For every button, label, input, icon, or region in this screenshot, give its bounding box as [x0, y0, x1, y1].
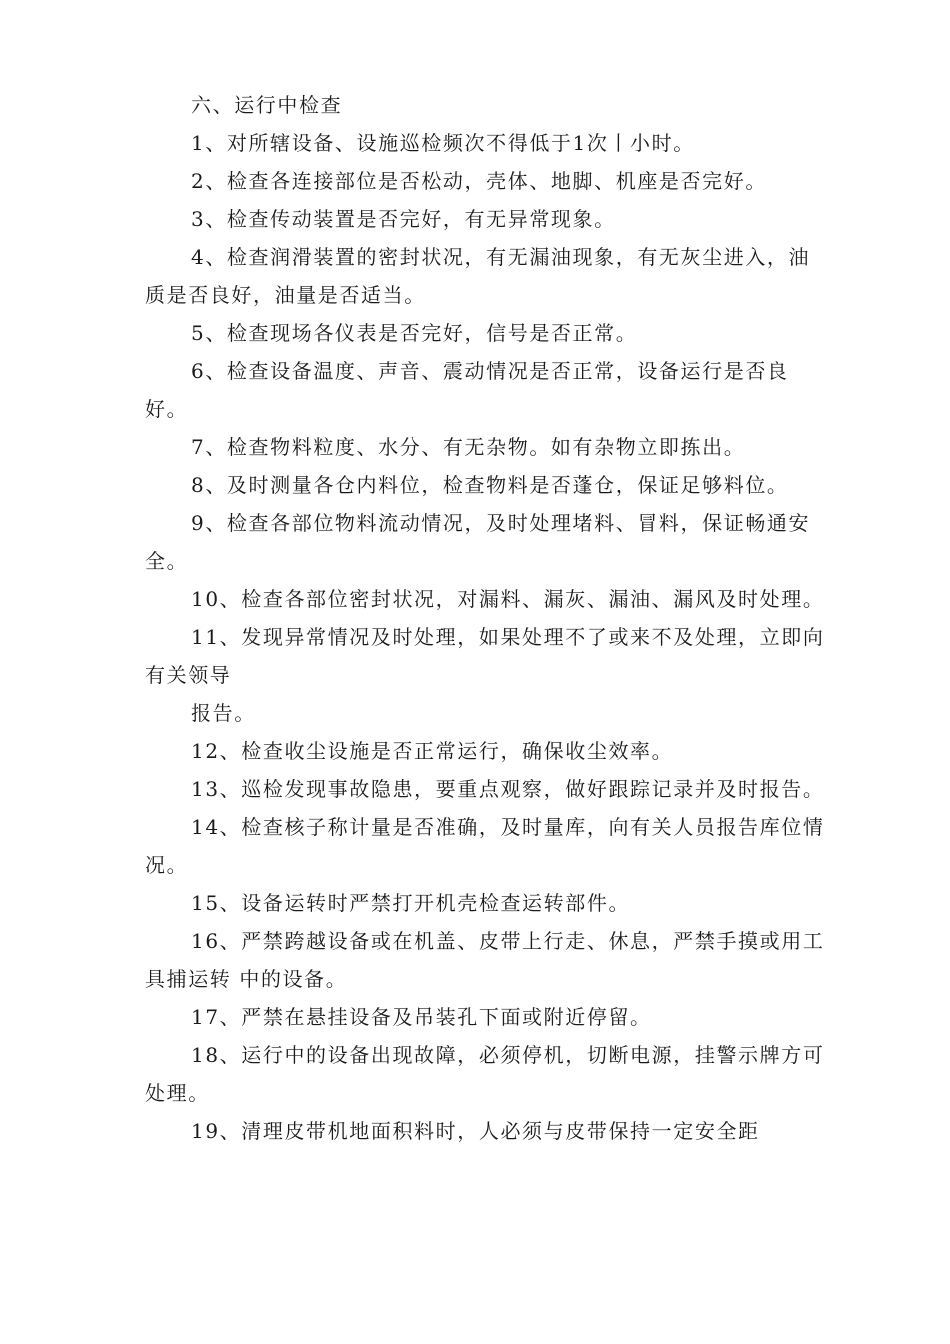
list-item-17: 17、严禁在悬挂设备及吊装孔下面或附近停留。 [191, 1005, 652, 1029]
list-item-1: 1、对所辖设备、设施巡检频次不得低于1次丨小时。 [191, 131, 695, 155]
list-item-19: 19、清理皮带机地面积料时，人必须与皮带保持一定安全距 [191, 1119, 760, 1143]
list-item-6: 6、检查设备温度、声音、震动情况是否正常，设备运行是否良好。 [145, 359, 789, 421]
list-item-18: 18、运行中的设备出现故障，必须停机，切断电源，挂警示牌方可处理。 [145, 1043, 825, 1105]
list-item-13: 13、巡检发现事故隐患，要重点观察，做好跟踪记录并及时报告。 [191, 777, 825, 801]
list-item-9: 9、检查各部位物料流动情况，及时处理堵料、冒料，保证畅通安全。 [145, 511, 811, 573]
section-title: 六、运行中检查 [191, 93, 343, 117]
list-item-16: 16、严禁跨越设备或在机盖、皮带上行走、休息，严禁手摸或用工具捕运转 中的设备。 [145, 929, 825, 991]
list-item-11: 11、发现异常情况及时处理，如果处理不了或来不及处理，立即向有关领导 [145, 625, 825, 687]
document-body [145, 86, 825, 1150]
list-item-8: 8、及时测量各仓内料位，检查物料是否蓬仓，保证足够料位。 [191, 473, 789, 497]
list-item-3: 3、检查传动装置是否完好，有无异常现象。 [191, 207, 616, 231]
list-item-4: 4、检查润滑装置的密封状况，有无漏油现象，有无灰尘进入，油质是否良好，油量是否适当。 [145, 245, 811, 307]
list-item-11-continuation: 报告。 [191, 701, 256, 725]
list-item-2: 2、检查各连接部位是否松动，壳体、地脚、机座是否完好。 [191, 169, 767, 193]
list-item-5: 5、检查现场各仪表是否完好，信号是否正常。 [191, 321, 638, 345]
list-item-10: 10、检查各部位密封状况，对漏料、漏灰、漏油、漏风及时处理。 [191, 587, 825, 611]
list-item-15: 15、设备运转时严禁打开机壳检查运转部件。 [191, 891, 631, 915]
list-item-14: 14、检查核子称计量是否准确，及时量库，向有关人员报告库位情况。 [145, 815, 825, 877]
list-item-12: 12、检查收尘设施是否正常运行，确保收尘效率。 [191, 739, 674, 763]
list-item-7: 7、检查物料粒度、水分、有无杂物。如有杂物立即拣出。 [191, 435, 746, 459]
